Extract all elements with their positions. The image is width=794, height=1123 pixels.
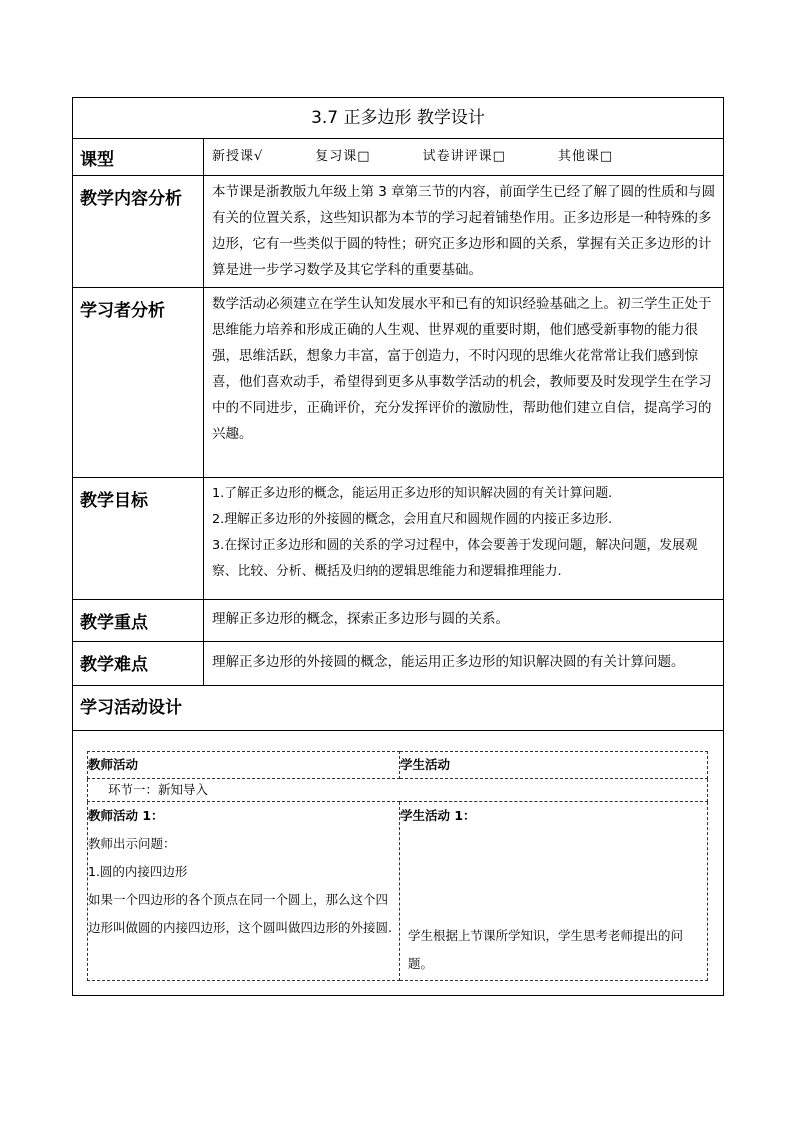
activity-table <box>87 751 708 981</box>
course-type-option: 复习课□ <box>315 149 371 164</box>
course-type-option: 新授课√ <box>212 149 264 164</box>
content-analysis-label: 教学内容分析 <box>73 176 204 288</box>
objective-item: 3.在探讨正多边形和圆的关系的学习过程中，体会要善于发现问题，解决问题，发展观察、比较、分析、概括及归纳的逻辑思维能力和逻辑推理能力. <box>212 538 698 579</box>
activity-design-area <box>73 731 724 996</box>
lesson-plan-document <box>72 97 723 996</box>
difficulties-label: 教学难点 <box>73 642 204 686</box>
teacher-activity-cell <box>88 802 400 981</box>
teacher-activity-header: 教师活动 <box>88 752 400 779</box>
course-type-label: 课型 <box>73 139 204 176</box>
teacher-activity-title: 教师活动 1： <box>88 808 164 823</box>
teacher-activity-line: 1.圆的内接四边形 <box>88 864 188 879</box>
student-activity-header: 学生活动 <box>400 752 708 779</box>
learner-analysis-text: 数学活动必须建立在学生认知发展水平和已有的知识经验基础之上。初三学生正处于思维能力培养和形成正确的人生观、世界观的重要时期，他们感受新事物的能力很强，思维活跃，想象力丰富，富于创造力，不时闪现的思维火花常常让我们感到惊喜，他们喜欢动手，希望得到更多从事数学活动的机会，教师要及时发现学生在学习中的不同进步，正确评价，充分发挥评价的激励性，帮助他们建立自信，提高学习的兴趣。 <box>204 288 724 478</box>
objective-item: 2.理解正多边形的外接圆的概念，会用直尺和圆规作圆的内接正多边形. <box>212 512 613 527</box>
key-points-label: 教学重点 <box>73 600 204 642</box>
lesson-plan-table <box>72 97 724 996</box>
teacher-activity-line: 如果一个四边形的各个顶点在同一个圆上，那么这个四边形叫做圆的内接四边形，这个圆叫做四边形的外接圆. <box>88 892 392 935</box>
course-type-option: 试卷讲评课□ <box>422 149 506 164</box>
teacher-activity-line: 教师出示问题： <box>88 836 176 851</box>
student-activity-cell <box>400 802 708 981</box>
difficulties-text: 理解正多边形的外接圆的概念，能运用正多边形的知识解决圆的有关计算问题。 <box>204 642 724 686</box>
section-heading: 环节一：新知导入 <box>88 779 708 802</box>
content-analysis-text: 本节课是浙教版九年级上第 3 章第三节的内容，前面学生已经了解了圆的性质和与圆有关的位置关系，这些知识都为本节的学习起着铺垫作用。正多边形是一种特殊的多边形，它有一些类似于圆的特性；研究正多边形和圆的关系，掌握有关正多边形的计算是进一步学习数学及其它学科的重要基础。 <box>204 176 724 288</box>
activity-design-label: 学习活动设计 <box>73 686 724 731</box>
objective-item: 1.了解正多边形的概念，能运用正多边形的知识解决圆的有关计算问题. <box>212 486 613 501</box>
course-type-option: 其他课□ <box>557 149 614 164</box>
objectives-list <box>204 478 724 600</box>
learner-analysis-label: 学习者分析 <box>73 288 204 478</box>
student-activity-text: 学生根据上节课所学知识，学生思考老师提出的问题。 <box>408 928 684 971</box>
course-type-options <box>204 139 724 176</box>
document-title: 3.7 正多边形 教学设计 <box>73 98 724 139</box>
key-points-text: 理解正多边形的概念，探索正多边形与圆的关系。 <box>204 600 724 642</box>
student-activity-title: 学生活动 1： <box>400 808 476 823</box>
objectives-label: 教学目标 <box>73 478 204 600</box>
